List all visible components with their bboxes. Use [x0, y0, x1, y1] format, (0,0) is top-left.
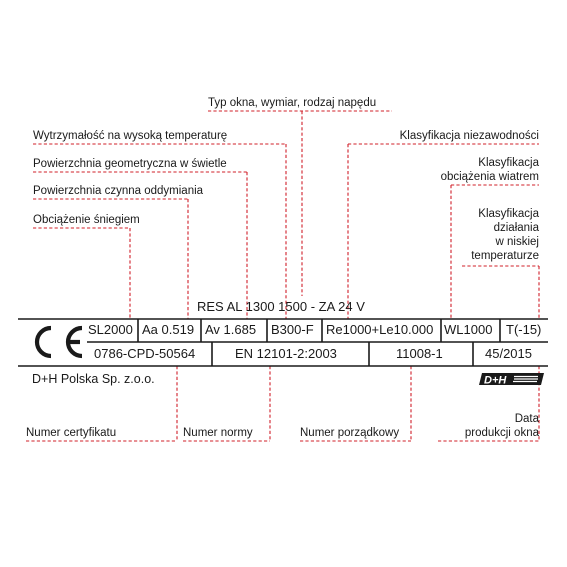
- callout-effective-area: Powierzchnia czynna oddymiania: [33, 185, 204, 197]
- callout-low-temp-line-4: temperaturze: [471, 250, 539, 262]
- plate-cell-norm: EN 12101-2:2003: [235, 346, 337, 361]
- callout-wind: [441, 156, 539, 184]
- callout-low-temp-line-2: działania: [493, 222, 539, 234]
- plate-title: RES AL 1300 1500 - ZA 24 V: [197, 299, 365, 314]
- callout-date-line-2: produkcji okna: [464, 427, 539, 439]
- callout-date: [465, 412, 539, 440]
- plate-cell-serial: 11008-1: [396, 346, 443, 361]
- callout-low-temp: [471, 207, 539, 263]
- ce-mark: [37, 328, 82, 356]
- plate-cell-heat: B300-F: [271, 322, 314, 337]
- callout-date-line-1: Data: [514, 413, 539, 425]
- plate-cell-geometric-area: Av 1.685: [205, 322, 257, 337]
- plate-cell-low-temp: T(-15): [506, 322, 542, 337]
- company-name: D+H Polska Sp. z.o.o.: [32, 372, 155, 386]
- callout-snow: Obciążenie śniegiem: [33, 214, 140, 226]
- plate-cell-wind: WL1000: [444, 322, 493, 337]
- callout-type: Typ okna, wymiar, rodzaj napędu: [208, 97, 377, 109]
- callout-serial: Numer porządkowy: [300, 427, 400, 439]
- callout-low-temp-line-3: w niskiej: [495, 236, 539, 248]
- plate-cell-date: 45/2015: [485, 346, 532, 361]
- callout-norm: Numer normy: [183, 427, 253, 439]
- dh-logo-text: D+H: [484, 374, 507, 387]
- callout-certificate: Numer certyfikatu: [26, 427, 117, 439]
- callout-wind-line-1: Klasyfikacja: [478, 157, 539, 169]
- plate-cell-reliability: Re1000+Le10.000: [326, 322, 434, 337]
- dh-logo: [479, 373, 544, 387]
- callout-heat: Wytrzymałość na wysoką temperaturę: [33, 130, 228, 142]
- callout-wind-line-2: obciążenia wiatrem: [440, 171, 539, 183]
- callout-geometric-area: Powierzchnia geometryczna w świetle: [33, 158, 227, 170]
- plate-cell-certificate: 0786-CPD-50564: [94, 346, 196, 361]
- plate-cell-snow: SL2000: [88, 322, 133, 337]
- callout-low-temp-line-1: Klasyfikacja: [478, 208, 539, 220]
- plate-cell-effective-area: Aa 0.519: [142, 322, 195, 337]
- callout-reliability: Klasyfikacja niezawodności: [399, 130, 539, 142]
